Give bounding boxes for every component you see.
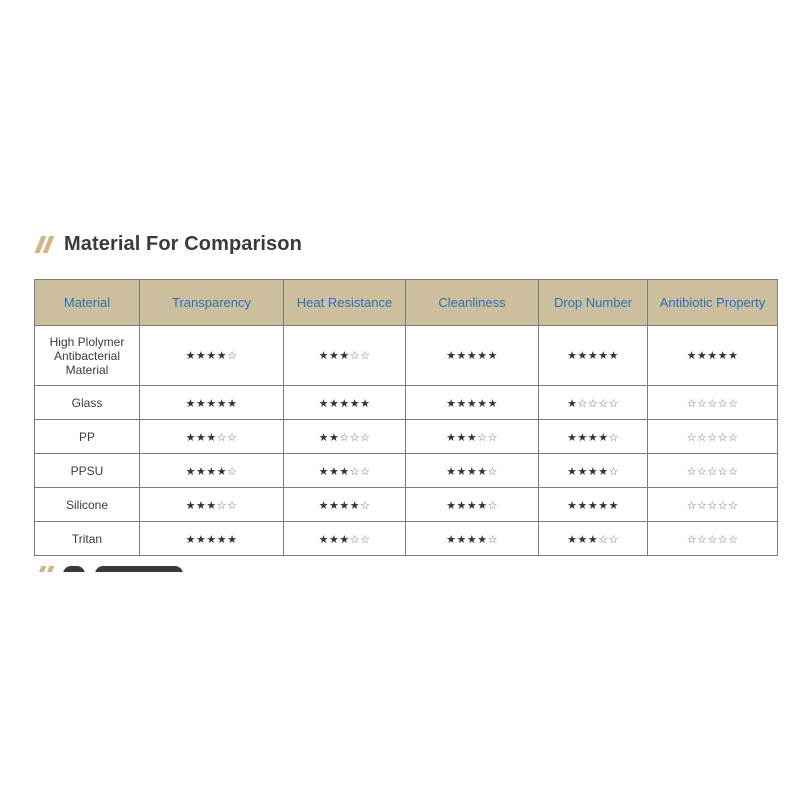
star-empty-icon: ☆ bbox=[216, 498, 228, 512]
star-empty-icon: ☆ bbox=[707, 396, 718, 410]
star-empty-icon: ☆ bbox=[686, 430, 697, 444]
material-name-cell: PPSU bbox=[35, 454, 140, 488]
star-filled-icon: ★ bbox=[487, 396, 498, 410]
star-filled-icon: ★ bbox=[195, 532, 207, 546]
star-empty-icon: ☆ bbox=[717, 498, 729, 512]
star-filled-icon: ★ bbox=[577, 498, 588, 512]
star-empty-icon: ☆ bbox=[696, 396, 708, 410]
star-rating bbox=[687, 499, 739, 512]
star-filled-icon: ★ bbox=[206, 464, 217, 478]
star-filled-icon: ★ bbox=[328, 498, 340, 512]
star-filled-icon: ★ bbox=[598, 349, 609, 362]
star-empty-icon: ☆ bbox=[686, 498, 697, 512]
star-filled-icon: ★ bbox=[567, 498, 578, 512]
star-empty-icon: ☆ bbox=[608, 532, 619, 546]
star-filled-icon: ★ bbox=[185, 532, 196, 546]
rating-cell bbox=[406, 326, 539, 386]
star-filled-icon: ★ bbox=[456, 349, 467, 362]
star-empty-icon: ☆ bbox=[717, 430, 729, 444]
rating-cell bbox=[539, 420, 648, 454]
rating-cell bbox=[539, 454, 648, 488]
column-header-antibiotic-property: Antibiotic Property bbox=[648, 280, 778, 326]
star-empty-icon: ☆ bbox=[227, 430, 238, 444]
material-name-cell: Glass bbox=[35, 386, 140, 420]
star-filled-icon: ★ bbox=[339, 396, 350, 410]
star-filled-icon: ★ bbox=[456, 396, 467, 410]
rating-cell bbox=[648, 454, 778, 488]
star-filled-icon: ★ bbox=[318, 532, 329, 546]
star-filled-icon: ★ bbox=[696, 349, 708, 362]
star-rating bbox=[687, 533, 739, 546]
star-filled-icon: ★ bbox=[456, 532, 467, 546]
star-empty-icon: ☆ bbox=[696, 430, 708, 444]
star-empty-icon: ☆ bbox=[728, 532, 739, 546]
star-filled-icon: ★ bbox=[587, 532, 599, 546]
star-empty-icon: ☆ bbox=[598, 532, 609, 546]
star-filled-icon: ★ bbox=[195, 498, 207, 512]
star-filled-icon: ★ bbox=[598, 430, 609, 444]
star-filled-icon: ★ bbox=[456, 498, 467, 512]
rating-cell bbox=[140, 522, 284, 556]
section-heading bbox=[33, 230, 302, 258]
star-rating bbox=[446, 499, 498, 512]
star-filled-icon: ★ bbox=[567, 430, 578, 444]
star-empty-icon: ☆ bbox=[487, 498, 498, 512]
star-filled-icon: ★ bbox=[587, 498, 599, 512]
column-header-transparency: Transparency bbox=[140, 280, 284, 326]
star-rating bbox=[186, 431, 238, 444]
star-rating bbox=[567, 465, 619, 478]
star-rating bbox=[319, 349, 371, 362]
star-rating bbox=[446, 431, 498, 444]
star-filled-icon: ★ bbox=[318, 396, 329, 410]
star-empty-icon: ☆ bbox=[717, 464, 729, 478]
comparison-table bbox=[34, 279, 778, 556]
star-filled-icon: ★ bbox=[477, 532, 488, 546]
rating-cell bbox=[284, 488, 406, 522]
star-rating bbox=[186, 499, 238, 512]
rating-cell bbox=[648, 386, 778, 420]
star-filled-icon: ★ bbox=[227, 396, 238, 410]
star-empty-icon: ☆ bbox=[707, 464, 718, 478]
rating-cell bbox=[539, 488, 648, 522]
material-name-cell: Tritan bbox=[35, 522, 140, 556]
star-rating bbox=[319, 397, 371, 410]
star-empty-icon: ☆ bbox=[227, 464, 238, 478]
star-filled-icon: ★ bbox=[216, 532, 228, 546]
rating-cell bbox=[284, 522, 406, 556]
star-filled-icon: ★ bbox=[318, 430, 329, 444]
star-empty-icon: ☆ bbox=[477, 430, 488, 444]
double-slash-icon bbox=[33, 233, 55, 255]
star-empty-icon: ☆ bbox=[339, 430, 350, 444]
material-name-cell: PP bbox=[35, 420, 140, 454]
rating-cell bbox=[648, 420, 778, 454]
star-empty-icon: ☆ bbox=[360, 430, 371, 444]
star-filled-icon: ★ bbox=[446, 349, 457, 362]
star-rating bbox=[567, 397, 619, 410]
star-filled-icon: ★ bbox=[216, 349, 228, 362]
star-filled-icon: ★ bbox=[466, 464, 478, 478]
star-filled-icon: ★ bbox=[360, 396, 371, 410]
star-rating bbox=[687, 349, 739, 362]
rating-cell bbox=[406, 522, 539, 556]
star-empty-icon: ☆ bbox=[608, 430, 619, 444]
star-filled-icon: ★ bbox=[206, 430, 217, 444]
star-empty-icon: ☆ bbox=[349, 464, 361, 478]
star-empty-icon: ☆ bbox=[696, 464, 708, 478]
star-filled-icon: ★ bbox=[456, 430, 467, 444]
star-filled-icon: ★ bbox=[206, 532, 217, 546]
star-rating bbox=[567, 349, 619, 362]
star-filled-icon: ★ bbox=[339, 498, 350, 512]
star-empty-icon: ☆ bbox=[227, 349, 238, 362]
star-filled-icon: ★ bbox=[216, 396, 228, 410]
star-filled-icon: ★ bbox=[318, 349, 329, 362]
star-filled-icon: ★ bbox=[195, 430, 207, 444]
star-empty-icon: ☆ bbox=[360, 532, 371, 546]
column-header-heat-resistance: Heat Resistance bbox=[284, 280, 406, 326]
material-name-cell: High Plolymer Antibacterial Material bbox=[35, 326, 140, 386]
star-empty-icon: ☆ bbox=[577, 396, 588, 410]
star-rating bbox=[687, 431, 739, 444]
star-filled-icon: ★ bbox=[567, 464, 578, 478]
star-filled-icon: ★ bbox=[477, 396, 488, 410]
star-empty-icon: ☆ bbox=[349, 349, 361, 362]
star-filled-icon: ★ bbox=[185, 498, 196, 512]
star-filled-icon: ★ bbox=[598, 498, 609, 512]
star-filled-icon: ★ bbox=[339, 349, 350, 362]
rating-cell bbox=[140, 326, 284, 386]
star-filled-icon: ★ bbox=[446, 396, 457, 410]
star-rating bbox=[319, 533, 371, 546]
star-empty-icon: ☆ bbox=[707, 532, 718, 546]
star-filled-icon: ★ bbox=[456, 464, 467, 478]
star-empty-icon: ☆ bbox=[349, 430, 361, 444]
star-rating bbox=[446, 349, 498, 362]
star-rating bbox=[186, 349, 238, 362]
star-filled-icon: ★ bbox=[227, 532, 238, 546]
star-rating bbox=[567, 533, 619, 546]
star-empty-icon: ☆ bbox=[707, 498, 718, 512]
star-rating bbox=[687, 397, 739, 410]
star-rating bbox=[319, 499, 371, 512]
rating-cell bbox=[648, 488, 778, 522]
star-empty-icon: ☆ bbox=[587, 396, 599, 410]
star-filled-icon: ★ bbox=[446, 532, 457, 546]
star-filled-icon: ★ bbox=[318, 464, 329, 478]
star-rating bbox=[446, 397, 498, 410]
star-filled-icon: ★ bbox=[466, 532, 478, 546]
rating-cell bbox=[648, 326, 778, 386]
rating-cell bbox=[284, 420, 406, 454]
star-filled-icon: ★ bbox=[349, 498, 361, 512]
star-empty-icon: ☆ bbox=[216, 430, 228, 444]
star-filled-icon: ★ bbox=[466, 498, 478, 512]
star-empty-icon: ☆ bbox=[349, 532, 361, 546]
star-filled-icon: ★ bbox=[185, 464, 196, 478]
star-empty-icon: ☆ bbox=[360, 349, 371, 362]
star-filled-icon: ★ bbox=[587, 464, 599, 478]
star-empty-icon: ☆ bbox=[487, 430, 498, 444]
rating-cell bbox=[648, 522, 778, 556]
rating-cell bbox=[284, 326, 406, 386]
star-empty-icon: ☆ bbox=[487, 464, 498, 478]
star-filled-icon: ★ bbox=[216, 464, 228, 478]
star-filled-icon: ★ bbox=[328, 464, 340, 478]
star-filled-icon: ★ bbox=[567, 349, 578, 362]
star-empty-icon: ☆ bbox=[728, 396, 739, 410]
table-row bbox=[35, 386, 778, 420]
star-empty-icon: ☆ bbox=[608, 464, 619, 478]
star-rating bbox=[446, 465, 498, 478]
rating-cell bbox=[140, 386, 284, 420]
star-empty-icon: ☆ bbox=[598, 396, 609, 410]
star-filled-icon: ★ bbox=[707, 349, 718, 362]
star-filled-icon: ★ bbox=[487, 349, 498, 362]
star-filled-icon: ★ bbox=[577, 532, 588, 546]
star-rating bbox=[186, 397, 238, 410]
star-rating bbox=[567, 431, 619, 444]
column-header-material: Material bbox=[35, 280, 140, 326]
star-filled-icon: ★ bbox=[195, 464, 207, 478]
table-header-row bbox=[35, 280, 778, 326]
table-row bbox=[35, 420, 778, 454]
table-row bbox=[35, 522, 778, 556]
rating-cell bbox=[140, 488, 284, 522]
star-empty-icon: ☆ bbox=[608, 396, 619, 410]
table-row bbox=[35, 454, 778, 488]
star-filled-icon: ★ bbox=[567, 532, 578, 546]
star-rating bbox=[186, 533, 238, 546]
star-empty-icon: ☆ bbox=[696, 532, 708, 546]
star-filled-icon: ★ bbox=[567, 396, 578, 410]
star-filled-icon: ★ bbox=[598, 464, 609, 478]
star-empty-icon: ☆ bbox=[686, 396, 697, 410]
star-empty-icon: ☆ bbox=[728, 498, 739, 512]
star-filled-icon: ★ bbox=[339, 464, 350, 478]
star-filled-icon: ★ bbox=[466, 430, 478, 444]
star-filled-icon: ★ bbox=[466, 349, 478, 362]
star-filled-icon: ★ bbox=[477, 464, 488, 478]
star-empty-icon: ☆ bbox=[686, 464, 697, 478]
star-filled-icon: ★ bbox=[466, 396, 478, 410]
star-filled-icon: ★ bbox=[185, 349, 196, 362]
star-empty-icon: ☆ bbox=[728, 464, 739, 478]
star-filled-icon: ★ bbox=[328, 532, 340, 546]
star-filled-icon: ★ bbox=[608, 498, 619, 512]
star-filled-icon: ★ bbox=[185, 396, 196, 410]
star-filled-icon: ★ bbox=[206, 396, 217, 410]
page-background bbox=[0, 572, 800, 800]
rating-cell bbox=[406, 420, 539, 454]
star-filled-icon: ★ bbox=[717, 349, 729, 362]
star-filled-icon: ★ bbox=[185, 430, 196, 444]
column-header-cleanliness: Cleanliness bbox=[406, 280, 539, 326]
star-filled-icon: ★ bbox=[577, 349, 588, 362]
star-filled-icon: ★ bbox=[328, 430, 340, 444]
star-empty-icon: ☆ bbox=[227, 498, 238, 512]
star-filled-icon: ★ bbox=[728, 349, 739, 362]
star-filled-icon: ★ bbox=[587, 430, 599, 444]
rating-cell bbox=[406, 454, 539, 488]
star-filled-icon: ★ bbox=[328, 349, 340, 362]
star-filled-icon: ★ bbox=[328, 396, 340, 410]
star-filled-icon: ★ bbox=[195, 349, 207, 362]
star-filled-icon: ★ bbox=[318, 498, 329, 512]
star-filled-icon: ★ bbox=[195, 396, 207, 410]
star-filled-icon: ★ bbox=[339, 532, 350, 546]
column-header-drop-number: Drop Number bbox=[539, 280, 648, 326]
star-empty-icon: ☆ bbox=[707, 430, 718, 444]
star-empty-icon: ☆ bbox=[696, 498, 708, 512]
star-filled-icon: ★ bbox=[206, 498, 217, 512]
star-filled-icon: ★ bbox=[349, 396, 361, 410]
rating-cell bbox=[406, 386, 539, 420]
material-name-cell: Silicone bbox=[35, 488, 140, 522]
star-filled-icon: ★ bbox=[686, 349, 697, 362]
table-row bbox=[35, 488, 778, 522]
star-rating bbox=[186, 465, 238, 478]
star-filled-icon: ★ bbox=[446, 430, 457, 444]
rating-cell bbox=[406, 488, 539, 522]
star-empty-icon: ☆ bbox=[717, 532, 729, 546]
star-filled-icon: ★ bbox=[477, 498, 488, 512]
star-filled-icon: ★ bbox=[577, 430, 588, 444]
star-filled-icon: ★ bbox=[446, 464, 457, 478]
rating-cell bbox=[539, 326, 648, 386]
rating-cell bbox=[140, 420, 284, 454]
rating-cell bbox=[284, 386, 406, 420]
star-filled-icon: ★ bbox=[587, 349, 599, 362]
star-empty-icon: ☆ bbox=[360, 464, 371, 478]
star-filled-icon: ★ bbox=[477, 349, 488, 362]
star-rating bbox=[567, 499, 619, 512]
star-rating bbox=[446, 533, 498, 546]
star-empty-icon: ☆ bbox=[360, 498, 371, 512]
star-rating bbox=[319, 465, 371, 478]
star-rating bbox=[687, 465, 739, 478]
star-empty-icon: ☆ bbox=[487, 532, 498, 546]
rating-cell bbox=[284, 454, 406, 488]
star-empty-icon: ☆ bbox=[717, 396, 729, 410]
rating-cell bbox=[140, 454, 284, 488]
section-title: Material For Comparison bbox=[64, 232, 302, 255]
star-filled-icon: ★ bbox=[206, 349, 217, 362]
star-empty-icon: ☆ bbox=[686, 532, 697, 546]
table-row bbox=[35, 326, 778, 386]
star-filled-icon: ★ bbox=[577, 464, 588, 478]
rating-cell bbox=[539, 522, 648, 556]
star-empty-icon: ☆ bbox=[728, 430, 739, 444]
star-filled-icon: ★ bbox=[446, 498, 457, 512]
rating-cell bbox=[539, 386, 648, 420]
star-filled-icon: ★ bbox=[608, 349, 619, 362]
star-rating bbox=[319, 431, 371, 444]
